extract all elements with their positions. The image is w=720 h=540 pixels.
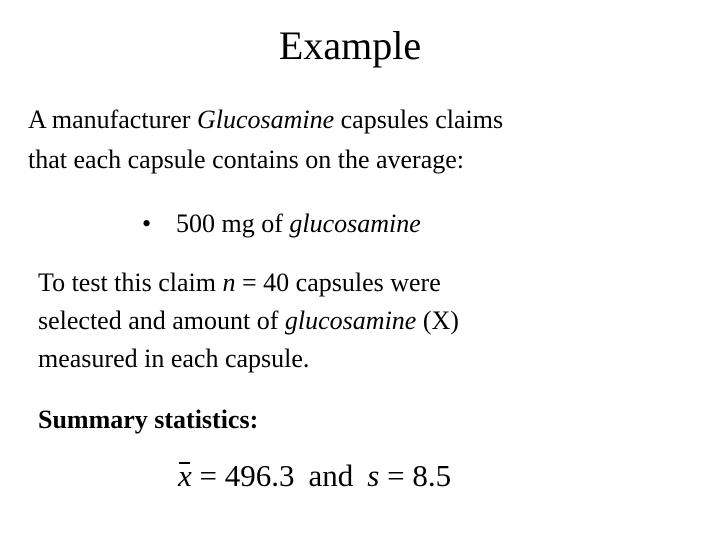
intro-product-name: Glucosamine — [196, 105, 335, 134]
test-substance: glucosamine — [284, 306, 417, 335]
bullet-icon: • — [142, 209, 152, 238]
summary-formula — [178, 456, 598, 496]
test-text-2: = 40 capsules were — [235, 268, 441, 297]
mean-letter: x — [178, 458, 192, 493]
intro-text-1: A manufacturer — [28, 105, 197, 134]
bullet-text: 500 mg of — [176, 209, 290, 238]
slide-title: Example — [278, 23, 422, 68]
claim-bullet — [142, 204, 662, 244]
mean-value: = 496.3 — [191, 458, 295, 493]
std-dev-value: = 8.5 — [379, 458, 452, 493]
test-text-line3: measured in each capsule. — [38, 344, 310, 373]
test-paragraph — [38, 264, 678, 378]
test-text-4: (X) — [416, 306, 459, 335]
bullet-substance: glucosamine — [289, 209, 421, 238]
std-dev-symbol: s — [367, 458, 380, 493]
intro-paragraph — [28, 100, 688, 180]
test-text-1: To test this claim — [38, 268, 223, 297]
summary-heading: Summary statistics: — [38, 405, 259, 434]
sample-size-symbol: n — [222, 268, 236, 297]
intro-text-2: capsules claims — [334, 105, 504, 134]
test-text-3: selected and amount of — [38, 306, 285, 335]
and-word: and — [308, 458, 354, 493]
sample-mean-symbol — [178, 456, 192, 496]
intro-text-line2: that each capsule contains on the average: — [28, 145, 465, 174]
overbar — [179, 462, 190, 464]
